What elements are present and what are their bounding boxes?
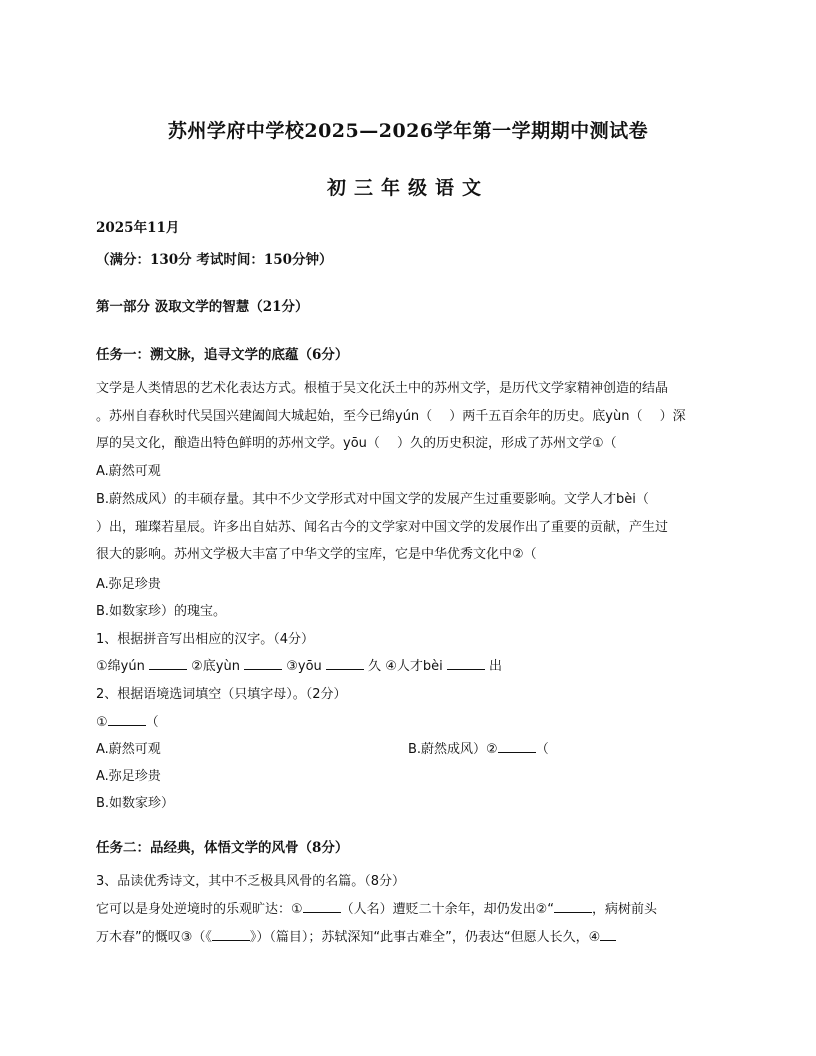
answer-blank[interactable]	[108, 713, 146, 726]
option-line: A.蔚然可观	[96, 464, 161, 479]
question-3-label: 3、品读优秀诗文，其中不乏极具风骨的名篇。（8分）	[96, 874, 406, 889]
passage-line: 文学是人类情思的艺术化表达方式。根植于吴文化沃土中的苏州文学，是历代文学家精神创造的结晶	[96, 381, 669, 396]
text-run: 万木春”的慨叹③（《	[96, 930, 212, 945]
task1-heading: 任务一：溯文脉，追寻文学的底蕴（6分）	[96, 347, 349, 363]
answer-blank[interactable]	[326, 657, 364, 670]
option-line: A.弥足珍贵	[96, 577, 161, 592]
exam-date: 2025年11月	[96, 220, 180, 236]
blank-label: ①绵yún	[96, 659, 145, 674]
blank-label: ④人才bèi	[385, 659, 443, 674]
blank-label: ①	[96, 715, 108, 730]
question-1-blanks	[96, 655, 502, 674]
option-line: A.蔚然可观	[96, 742, 161, 757]
text-run: 》）（篇目）；苏轼深知“此事古难全”，仍表达“但愿人长久，④	[249, 930, 601, 945]
blank-label: ③yōu	[286, 659, 322, 674]
option-text: B.蔚然成风）②	[408, 742, 498, 757]
answer-blank[interactable]	[212, 928, 250, 941]
text-run: 它可以是身处逆境时的乐观旷达：①	[96, 902, 303, 917]
text-run: （人名）遭贬二十余年，却仍发出②“	[340, 902, 555, 917]
exam-title: 苏州学府中学校2025—2026学年第一学期期中测试卷	[167, 120, 649, 142]
question-2-line	[96, 711, 159, 730]
question-3-line	[96, 898, 657, 917]
blank-label: ②底yùn	[191, 659, 240, 674]
question-3-line	[96, 926, 616, 945]
answer-blank[interactable]	[149, 657, 187, 670]
option-line: A.弥足珍贵	[96, 769, 161, 784]
question-1-label: 1、根据拼音写出相应的汉字。（4分）	[96, 632, 315, 647]
answer-blank[interactable]	[447, 657, 485, 670]
blank-suffix: （	[145, 715, 159, 730]
blank-suffix: （	[535, 742, 549, 757]
exam-subtitle: 初三年级语文	[326, 177, 489, 199]
passage-line: ）出，璀璨若星辰。许多出自姑苏、闻名古今的文学家对中国文学的发展作出了重要的贡献，产生过	[96, 520, 669, 535]
question-2-label: 2、根据语境选词填空（只填字母）。（2分）	[96, 687, 347, 702]
blank-suffix: 出	[489, 659, 503, 674]
answer-blank[interactable]	[600, 928, 616, 941]
answer-blank[interactable]	[244, 657, 282, 670]
option-line: B.如数家珍）的瑰宝。	[96, 604, 227, 619]
text-run: ，病树前头	[592, 902, 658, 917]
answer-blank[interactable]	[498, 740, 536, 753]
passage-line: 很大的影响。苏州文学极大丰富了中华文学的宝库，它是中华优秀文化中②（	[96, 547, 537, 562]
blank-suffix: 久	[368, 659, 382, 674]
task2-heading: 任务二：品经典，体悟文学的风骨（8分）	[96, 840, 349, 856]
score-info: （满分：130分 考试时间：150分钟）	[96, 252, 333, 268]
passage-line: B.蔚然成风）的丰硕存量。其中不少文学形式对中国文学的发展产生过重要影响。文学人才bèi（	[96, 492, 649, 507]
answer-blank[interactable]	[303, 900, 341, 913]
passage-line: 。苏州自春秋时代吴国兴建阖闾大城起始，至今已绵yún（ ）两千五百余年的历史。底yùn（ ）深	[96, 409, 686, 424]
option-line: B.如数家珍）	[96, 796, 175, 811]
part1-heading: 第一部分 汲取文学的智慧（21分）	[96, 299, 309, 315]
option-line	[408, 738, 549, 757]
answer-blank[interactable]	[554, 900, 592, 913]
passage-line: 厚的吴文化，酿造出特色鲜明的苏州文学。yōu（ ）久的历史积淀，形成了苏州文学①（	[96, 436, 617, 451]
